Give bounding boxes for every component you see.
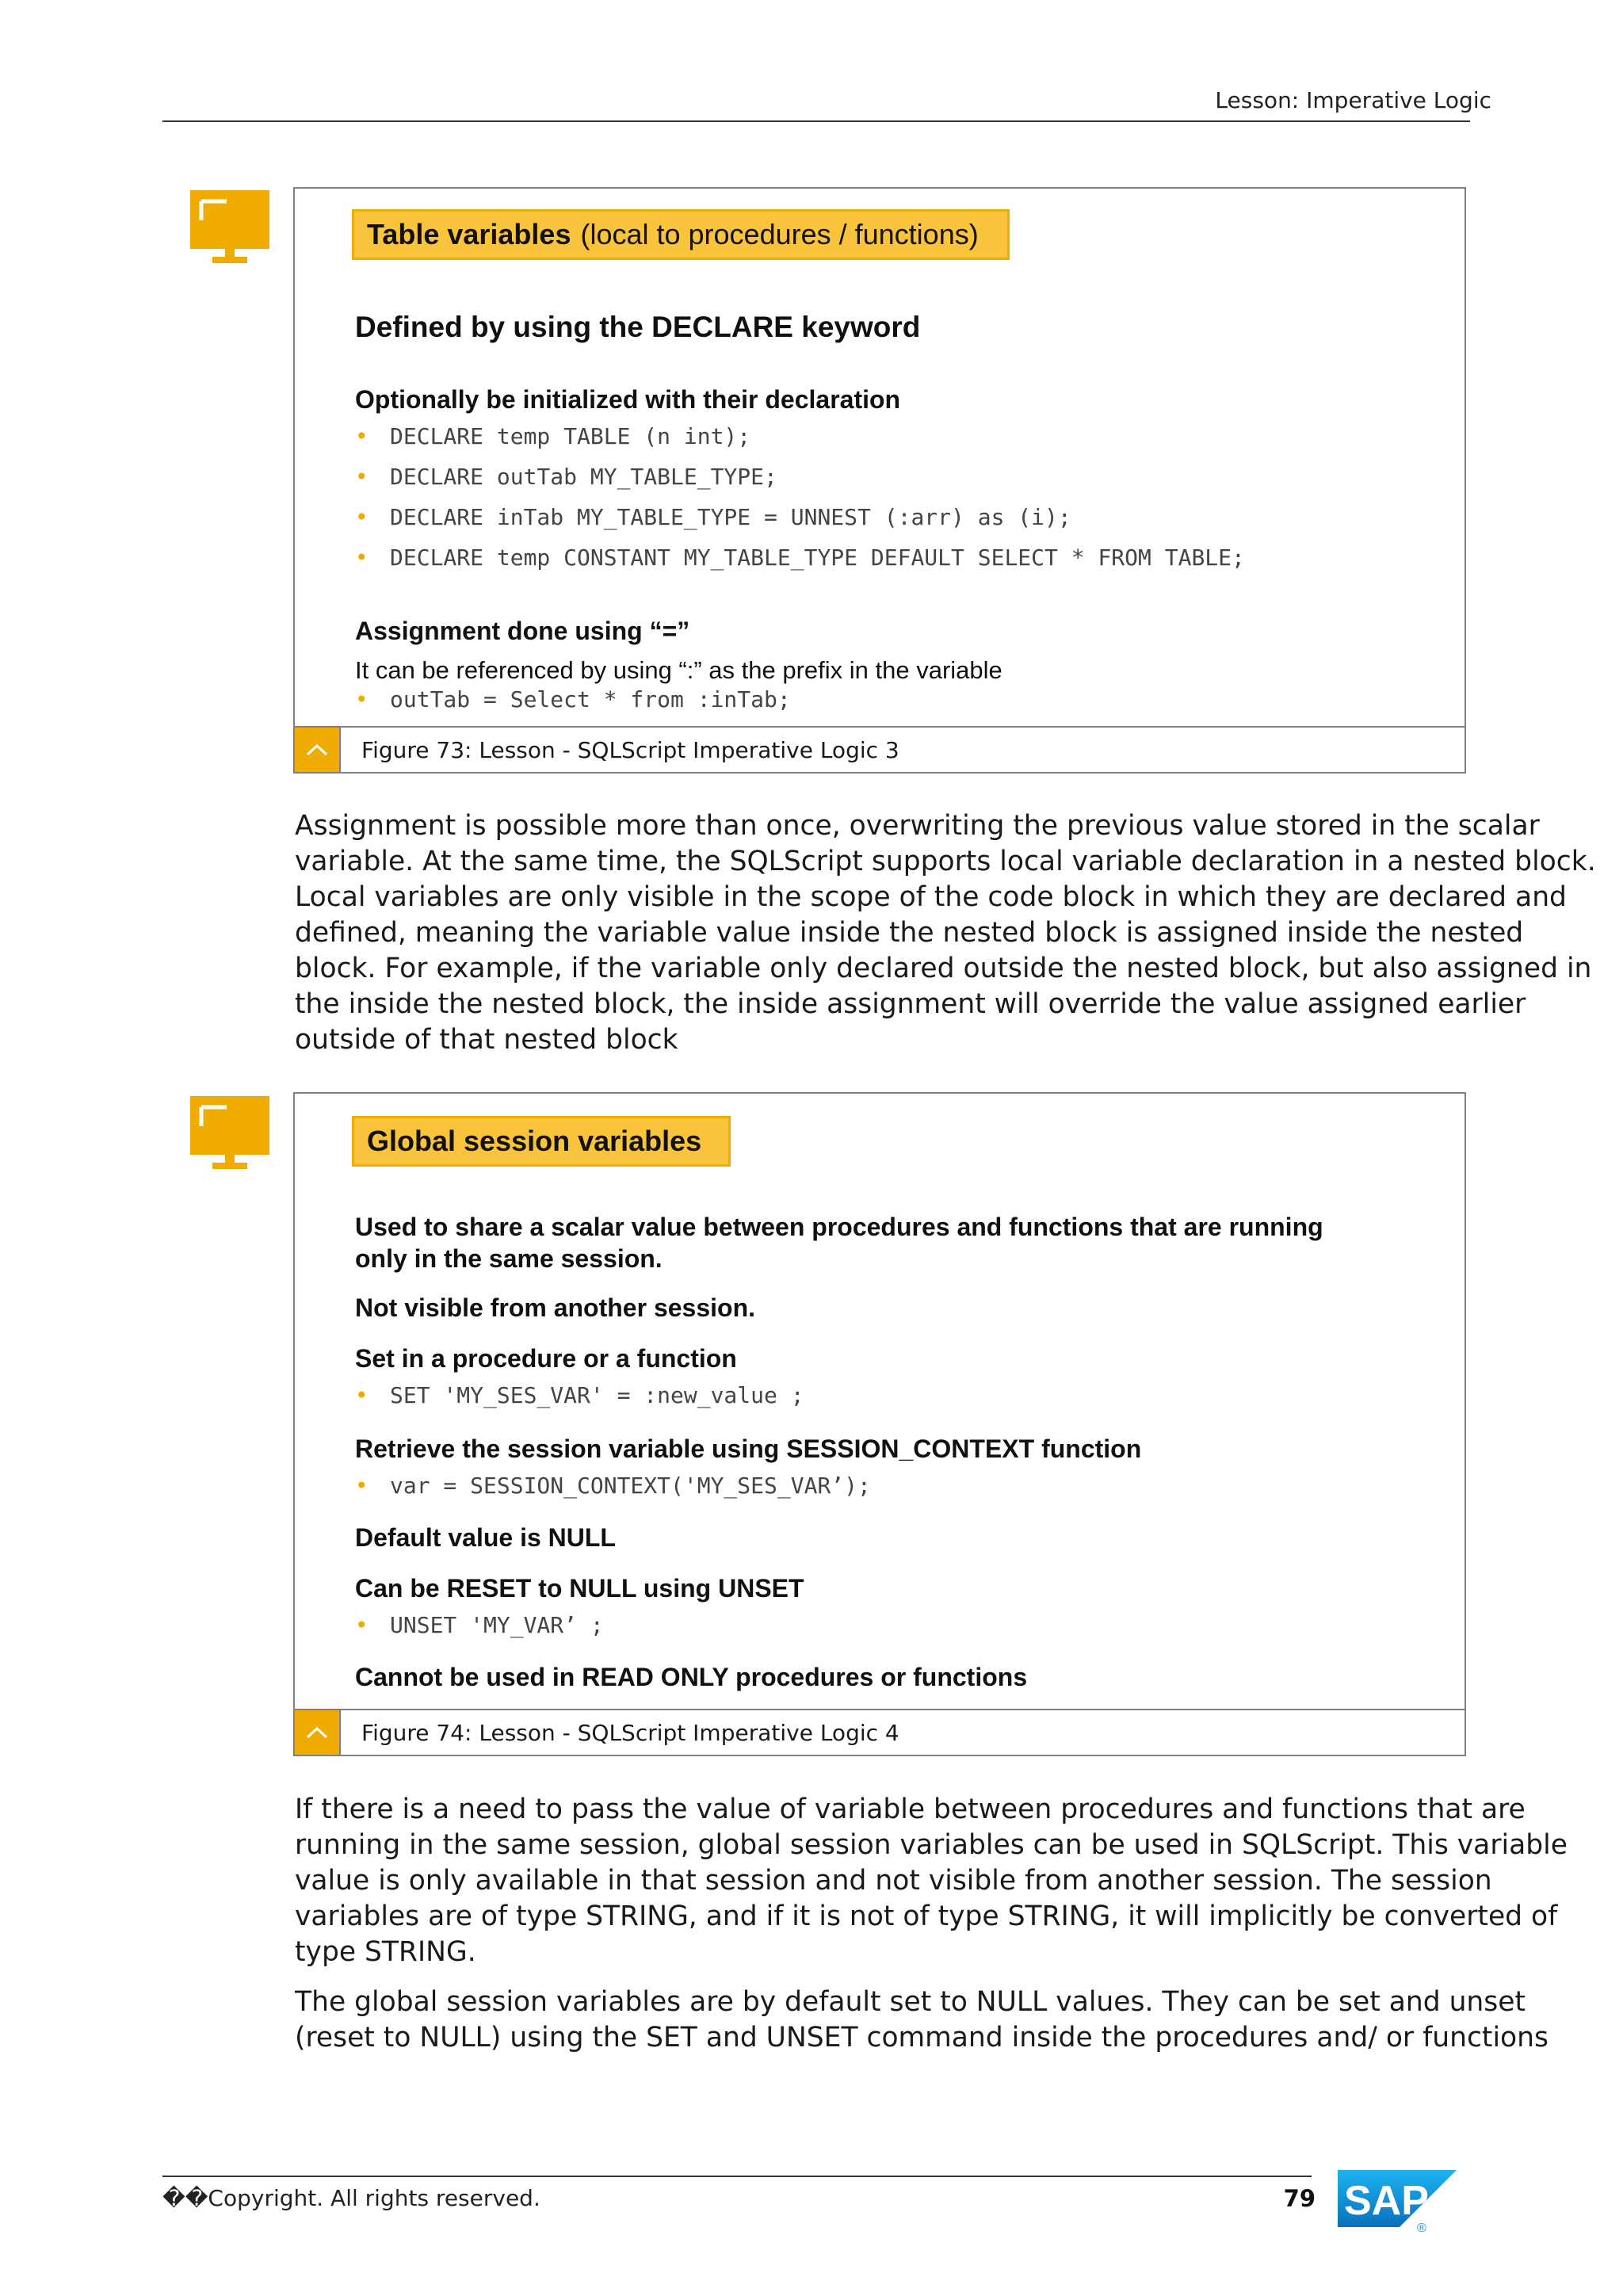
caption-toggle-button[interactable] bbox=[295, 1710, 341, 1755]
reference-text: It can be referenced by using “:” as the prefix in the variable bbox=[355, 656, 1002, 684]
initialize-heading: Optionally be initialized with their declaration bbox=[355, 385, 901, 414]
page-number: 79 bbox=[1283, 2185, 1316, 2212]
caption-toggle-button[interactable] bbox=[295, 728, 341, 772]
paragraph-assignment: Assignment is possible more than once, overwriting the previous value stored in the scalar variable. At the same time, the SQLScript supports local variable declaration in a nested block. Local variables are only visible in the scope of the code block in which they are declared and defined, meaning the variable value inside the nested block is assigned inside the nested block. For example, if the variable only declared outside the nested block, but also assigned in the inside the nested block, the inside assignment will override the value assigned earlier outside of that nested block bbox=[295, 810, 1596, 1056]
read-only-heading: Cannot be used in READ ONLY procedures or functions bbox=[355, 1663, 1028, 1691]
figure-73-caption: Figure 73: Lesson - SQLScript Imperative Logic 3 bbox=[361, 736, 899, 763]
list-item: • DECLARE temp CONSTANT MY_TABLE_TYPE DEFAULT SELECT * FROM TABLE; bbox=[355, 544, 1245, 571]
list-item: • DECLARE inTab MY_TABLE_TYPE = UNNEST (:arr) as (i); bbox=[355, 504, 1071, 530]
set-heading: Set in a procedure or a function bbox=[355, 1344, 737, 1373]
svg-text:SAP: SAP bbox=[1344, 2178, 1429, 2224]
figure-74-caption: Figure 74: Lesson - SQLScript Imperative Logic 4 bbox=[361, 1719, 899, 1746]
list-item: • SET 'MY_SES_VAR' = :new_value ; bbox=[355, 1382, 804, 1408]
figure-74-caption-bar bbox=[295, 1709, 1465, 1755]
list-item: • DECLARE outTab MY_TABLE_TYPE; bbox=[355, 464, 777, 490]
used-to-share-line2: only in the same session. bbox=[355, 1244, 663, 1273]
paragraph-session-variables: If there is a need to pass the value of variable between procedures and functions that are running in the same session, global session variables can be used in SQLScript. This variable value is only available in that session and not visible from another session. The session variables are of type STRING, and if it is not of type STRING, it will implicitly be converted of type STRING. bbox=[295, 1794, 1568, 1968]
assignment-heading: Assignment done using “=” bbox=[355, 617, 690, 645]
header-divider bbox=[162, 120, 1470, 122]
monitor-icon bbox=[190, 1096, 269, 1169]
retrieve-heading: Retrieve the session variable using SESSION_CONTEXT function bbox=[355, 1435, 1142, 1463]
chevron-up-icon bbox=[305, 1725, 329, 1740]
chevron-up-icon bbox=[305, 742, 329, 758]
global-session-title bbox=[352, 1116, 731, 1167]
monitor-icon bbox=[190, 190, 269, 263]
reset-heading: Can be RESET to NULL using UNSET bbox=[355, 1574, 804, 1603]
paragraph-default-null: The global session variables are by default set to NULL values. They can be set and unset (reset to NULL) using the SET and UNSET command inside the procedures and/ or functions bbox=[295, 1986, 1549, 2053]
list-item: • UNSET 'MY_VAR’ ; bbox=[355, 1612, 604, 1638]
svg-text:®: ® bbox=[1417, 2222, 1426, 2233]
sap-logo bbox=[1338, 2170, 1457, 2233]
title-bold: Table variables bbox=[367, 218, 571, 250]
not-visible-heading: Not visible from another session. bbox=[355, 1293, 755, 1322]
table-variables-title bbox=[352, 209, 1010, 260]
list-item: • DECLARE temp TABLE (n int); bbox=[355, 423, 750, 449]
copyright-text: ��Copyright. All rights reserved. bbox=[162, 2185, 540, 2211]
figure-73-caption-bar bbox=[295, 726, 1465, 772]
declare-heading: Defined by using the DECLARE keyword bbox=[355, 311, 921, 343]
default-null-heading: Default value is NULL bbox=[355, 1523, 616, 1552]
figure-73 bbox=[293, 187, 1466, 774]
footer-divider bbox=[162, 2176, 1312, 2177]
title-bold: Global session variables bbox=[367, 1125, 702, 1157]
title-rest: (local to procedures / functions) bbox=[580, 218, 979, 250]
list-item: • outTab = Select * from :inTab; bbox=[355, 686, 791, 712]
used-to-share-line1: Used to share a scalar value between procedures and functions that are running bbox=[355, 1213, 1323, 1241]
list-item: • var = SESSION_CONTEXT('MY_SES_VAR’); bbox=[355, 1473, 871, 1499]
lesson-title: Lesson: Imperative Logic bbox=[1215, 87, 1491, 113]
figure-74 bbox=[293, 1092, 1466, 1756]
